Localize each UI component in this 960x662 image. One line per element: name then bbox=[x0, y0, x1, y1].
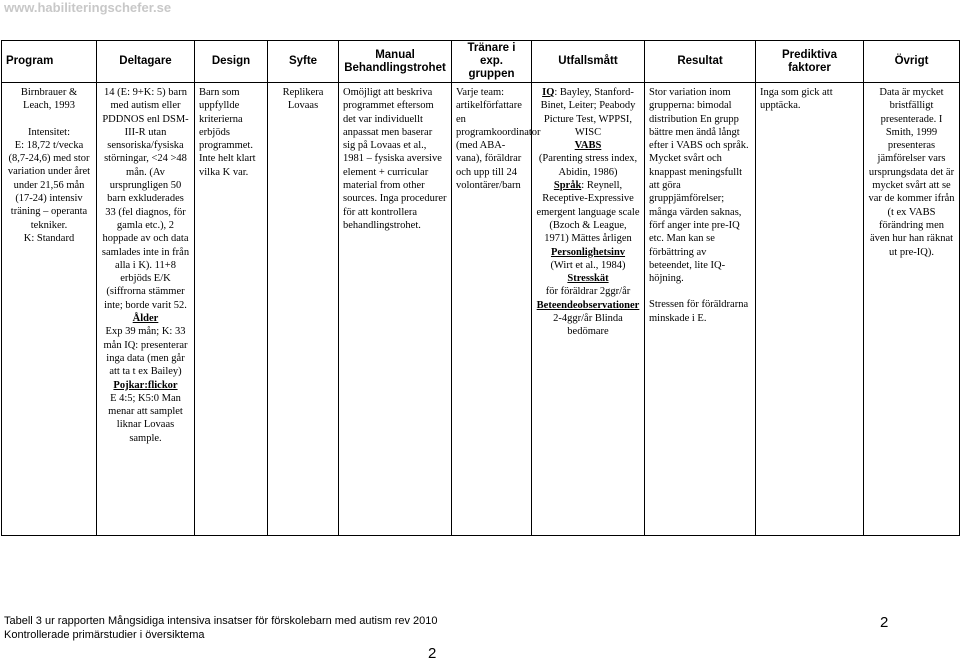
cell-tranare bbox=[452, 83, 541, 536]
cell-ovrigt bbox=[864, 83, 960, 536]
resultat-text-1: Stor variation inom grupperna: bimodal distribution En grupp bättre men ändå långt efter i VABS och språk. Mycket svårt och knappast meningsfullt att göra gruppjämförelser; många värden saknas, förf anger inte pre-IQ etc. Man kan se förbättring av beteendet, lite IQ-höjning. bbox=[649, 87, 749, 285]
header-resultat: Resultat bbox=[645, 41, 756, 83]
utfall-stress-text: för föräldrar 2ggr/år bbox=[545, 286, 631, 298]
header-deltagare: Deltagare bbox=[97, 41, 195, 83]
utfall-iq-label: IQ bbox=[542, 87, 555, 98]
utfall-iq-text: : Bayley, Stanford-Binet, Leiter; Peabody Picture Test, WPPSI, WISC bbox=[540, 87, 636, 138]
cell-manual bbox=[339, 83, 452, 536]
program-spacer bbox=[6, 113, 92, 126]
program-control: K: Standard bbox=[23, 232, 75, 244]
utfall-iq bbox=[536, 86, 640, 139]
deltagare-intro: 14 (E: 9+K: 5) barn med autism eller PDDNOS enl DSM-III-R utan sensoriska/fysiska störningar, <24 >48 mån. (Av ursprungligen 50 barn exkluderades 33 (fel diagnos, för gamla etc.), 2 hoppade av och data samlades inte in från alla i K). 11+8 erbjöds E/K (siffrorna stämmer inte; borde varit 52. bbox=[101, 87, 190, 311]
cell-program bbox=[2, 83, 97, 536]
program-intensitet-text: E: 18,72 t/vecka (8,7-24,6) med stor variation under året under 21,56 mån (17-24) intensiv träning – operanta tekniker. bbox=[7, 139, 91, 231]
header-tranare: Tränare i exp. gruppen bbox=[452, 41, 532, 83]
tranare-text: Varje team: artikelförfattare en programkoordinator (med ABA-vana), föräldrar och upp till 24 volontärer/barn bbox=[456, 87, 541, 192]
utfall-sprak bbox=[536, 179, 640, 245]
cell-deltagare bbox=[97, 83, 195, 536]
utfall-pers-label: Personlighetsinv bbox=[550, 246, 626, 258]
header-design: Design bbox=[195, 41, 268, 83]
deltagare-pojkar-heading: Pojkar:flickor bbox=[113, 379, 178, 391]
cell-syfte bbox=[268, 83, 339, 536]
cell-resultat bbox=[645, 83, 756, 536]
resultat-text-2: Stressen för föräldrarna minskade i E. bbox=[649, 299, 749, 324]
utfall-pers-text: (Wirt et al., 1984) bbox=[550, 259, 626, 271]
design-text: Barn som uppfyllde kriterierna erbjöds programmet. Inte helt klart vilka K var. bbox=[199, 87, 256, 178]
prediktiva-text: Inga som gick att upptäcka. bbox=[760, 87, 833, 112]
cell-prediktiva bbox=[756, 83, 864, 536]
page-number-right: 2 bbox=[880, 614, 889, 631]
utfall-sprak-label: Språk bbox=[553, 180, 582, 192]
utfall-beteende-label: Beteendeobservationer bbox=[536, 299, 640, 311]
header-syfte: Syfte bbox=[268, 41, 339, 83]
cell-design bbox=[195, 83, 268, 536]
manual-text: Omöjligt att beskriva programmet eftersom det var individuellt anpassat men baserar sig på Lovaas et al., 1981 – fysiska aversive element + curricular material from other sources. Inga procedurer för att kontrollera behandlingstrohet. bbox=[343, 87, 447, 231]
deltagare-pojkar-text: E 4:5; K5:0 Man menar att samplet liknar Lovaas sample. bbox=[108, 392, 183, 444]
utfall-vabs-text: (Parenting stress index, Abidin, 1986) bbox=[538, 153, 638, 178]
header-prediktiva: Prediktiva faktorer bbox=[756, 41, 864, 83]
cell-utfallsmatt bbox=[532, 83, 645, 536]
utfall-sprak-text: : Reynell, Receptive-Expressive emergent language scale (Bzoch & League, 1971) Mättes årligen bbox=[536, 180, 640, 245]
resultat-spacer bbox=[649, 285, 751, 298]
utfall-vabs-label: VABS bbox=[574, 140, 602, 152]
header-manual: Manual Behandlingstrohet bbox=[339, 41, 452, 83]
review-table bbox=[1, 40, 960, 536]
header-program: Program bbox=[2, 41, 97, 83]
site-url[interactable]: www.habiliteringschefer.se bbox=[4, 0, 172, 15]
syfte-text: Replikera Lovaas bbox=[282, 87, 324, 112]
deltagare-alder-heading: Ålder bbox=[132, 313, 159, 325]
ovrigt-text: Data är mycket bristfälligt presenterade. I Smith, 1999 presenteras jämförelser vars ursprungsdata det är mycket svårt att se var de kommer ifrån (t ex VABS förändring men även hur han räknat ut pre-IQ). bbox=[868, 87, 955, 258]
utfall-stress-label: Stresskät bbox=[567, 273, 609, 285]
utfall-beteende-text: 2-4ggr/år Blinda bedömare bbox=[553, 313, 623, 338]
program-intensitet-label: Intensitet: bbox=[28, 126, 70, 138]
footer-line-1: Tabell 3 ur rapporten Mångsidiga intensiva insatser för förskolebarn med autism rev 2010 bbox=[4, 615, 438, 627]
page-footer bbox=[4, 614, 438, 642]
program-citation: Birnbrauer & Leach, 1993 bbox=[20, 87, 78, 112]
page-number-bottom: 2 bbox=[428, 645, 437, 662]
header-row bbox=[2, 41, 960, 83]
deltagare-alder-text: Exp 39 mån; K: 33 mån IQ: presenterar inga data (men går att ta t ex Bailey) bbox=[103, 326, 188, 378]
table-row bbox=[2, 83, 960, 536]
header-utfallsmatt: Utfallsmått bbox=[532, 41, 645, 83]
header-ovrigt: Övrigt bbox=[864, 41, 960, 83]
footer-line-2: Kontrollerade primärstudier i översiktema bbox=[4, 629, 205, 641]
